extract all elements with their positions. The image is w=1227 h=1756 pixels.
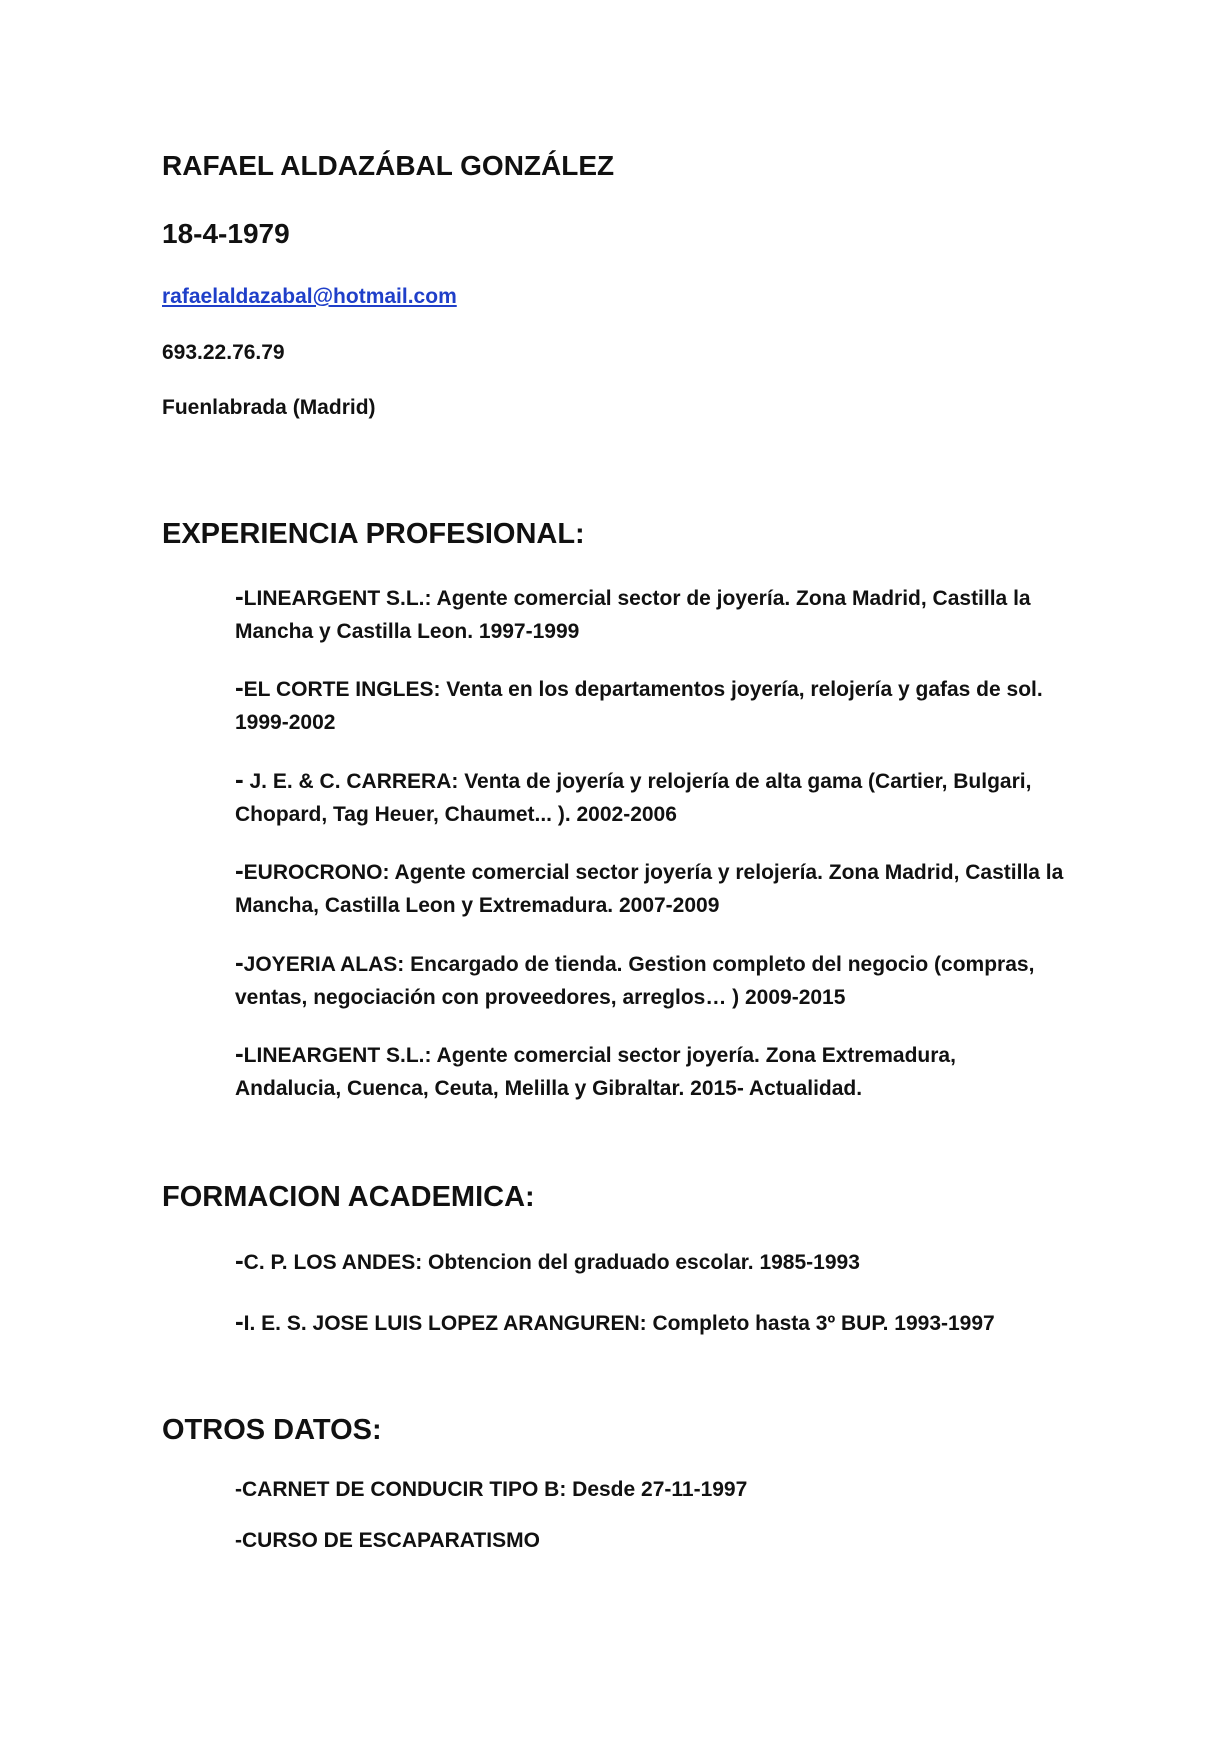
other-item: -CARNET DE CONDUCIR TIPO B: Desde 27-11-1997 — [235, 1478, 748, 1501]
bullet-dash: - — [235, 947, 244, 977]
experience-item — [235, 582, 1065, 648]
experience-item — [235, 1039, 1065, 1105]
experience-heading: EXPERIENCIA PROFESIONAL: — [162, 518, 585, 550]
other-heading: OTROS DATOS: — [162, 1414, 382, 1446]
experience-text: J. E. & C. CARRERA: Venta de joyería y relojería de alta gama (Cartier, Bulgari, Chopard, Tag Heuer, Chaumet... ). 2002-2006 — [235, 770, 1032, 826]
education-text: C. P. LOS ANDES: Obtencion del graduado escolar. 1985-1993 — [243, 1251, 860, 1274]
experience-text: EL CORTE INGLES: Venta en los departamentos joyería, relojería y gafas de sol. 1999-2002 — [235, 678, 1043, 734]
education-item — [235, 1307, 1065, 1340]
bullet-dash: - — [235, 1306, 244, 1336]
bullet-dash: - — [235, 764, 244, 794]
birth-date: 18-4-1979 — [162, 218, 290, 249]
experience-item — [235, 765, 1065, 831]
phone-number: 693.22.76.79 — [162, 341, 285, 364]
experience-item — [235, 673, 1065, 739]
bullet-dash: - — [235, 581, 244, 611]
bullet-dash: - — [235, 1038, 244, 1068]
location: Fuenlabrada (Madrid) — [162, 396, 376, 419]
experience-item — [235, 948, 1065, 1014]
experience-text: LINEARGENT S.L.: Agente comercial sector joyería. Zona Extremadura, Andalucia, Cuenca, Ceuta, Melilla y Gibraltar. 2015- Actualidad. — [235, 1044, 956, 1100]
experience-text: LINEARGENT S.L.: Agente comercial sector de joyería. Zona Madrid, Castilla la Mancha y Castilla Leon. 1997-1999 — [235, 587, 1031, 643]
education-item — [235, 1246, 1065, 1279]
education-text: I. E. S. JOSE LUIS LOPEZ ARANGUREN: Completo hasta 3º BUP. 1993-1997 — [243, 1312, 995, 1335]
person-name: RAFAEL ALDAZÁBAL GONZÁLEZ — [162, 150, 615, 181]
bullet-dash: - — [235, 672, 244, 702]
experience-text: JOYERIA ALAS: Encargado de tienda. Gestion completo del negocio (compras, ventas, negociación con proveedores, arreglos… ) 2009-2015 — [235, 953, 1035, 1009]
experience-text: EUROCRONO: Agente comercial sector joyería y relojería. Zona Madrid, Castilla la Mancha, Castilla Leon y Extremadura. 2007-2009 — [235, 861, 1064, 917]
education-heading: FORMACION ACADEMICA: — [162, 1181, 535, 1213]
other-item: -CURSO DE ESCAPARATISMO — [235, 1529, 540, 1552]
bullet-dash: - — [235, 1245, 244, 1275]
email-link[interactable]: rafaelaldazabal@hotmail.com — [162, 285, 457, 308]
bullet-dash: - — [235, 855, 244, 885]
experience-item — [235, 856, 1065, 922]
